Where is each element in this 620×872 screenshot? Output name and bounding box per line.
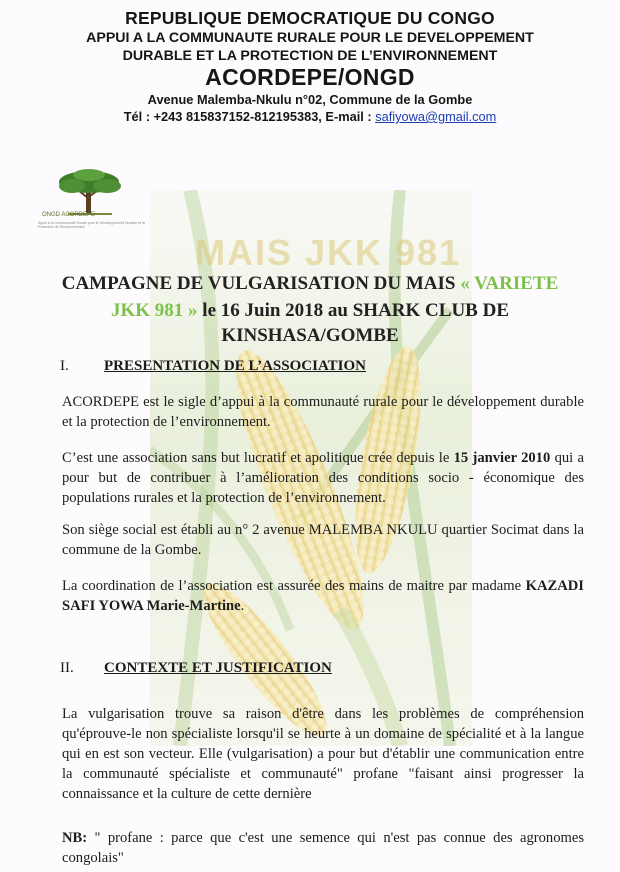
section1-paragraph3: Son siège social est établi au n° 2 avenue MALEMBA NKULU quartier Socimat dans la commune de la Gombe.: [62, 522, 584, 558]
header-contact: [0, 109, 620, 124]
coordinator-name: KAZADI SAFI YOWA Marie-Martine: [62, 578, 584, 614]
header-mission-line1: APPUI A LA COMMUNAUTE RURALE POUR LE DEVELOPPEMENT: [86, 30, 534, 46]
campaign-title-line2: [40, 300, 580, 322]
section1-number: I.: [60, 358, 69, 374]
email-link[interactable]: safiyowa@gmail.com: [375, 109, 497, 124]
note-text: " profane : parce que c'est une semence qui n'est pas connue des agronomes congolais": [62, 830, 584, 866]
section1-p2-text: C’est une association sans but lucratif et apolitique crée depuis le: [62, 450, 454, 466]
campaign-title-line3: KINSHASA/GOMBE: [221, 325, 399, 346]
campaign-title-date: le 16 Juin 2018 au SHARK CLUB DE: [197, 300, 509, 321]
campaign-variety-open: « VARIETE: [460, 273, 559, 294]
section1-p2-rest: qui a pour but de contribuer à l’amélioration des conditions socio - économique des populations rurales et la protection de l’environnement.: [62, 450, 584, 506]
section2-number: II.: [60, 660, 74, 676]
section1-paragraph2: [62, 448, 584, 508]
section1-p4-end: .: [240, 598, 245, 614]
section1-paragraph1: ACORDEPE est le sigle d’appui à la communauté rurale pour le développement durable et la protection de l’environnement.: [62, 394, 584, 430]
note-label: NB:: [62, 830, 88, 846]
logo-subtext: Appui à la Communauté Rurale pour le Développement Durable et la Protection de l'Environnement: [38, 221, 145, 229]
logo-caption: ONGD ACORDEPE: [42, 212, 96, 218]
section2-paragraph1: La vulgarisation trouve sa raison d'être dans les problèmes de compréhension qu'éprouve-le non spécialiste lorsqu'il se heurte à un domaine de spécialité et à la langue qui en est son vecteur. Elle (vulgarisation) a pour but d'établir une communication entre la communauté spécialiste et communauté" profane "faisant ainsi progresser la connaissance et la culture de cette dernière: [62, 706, 584, 802]
section1-p4-text: La coordination de l’association est assurée des mains de maitre par madame: [62, 578, 526, 594]
section2-note: [62, 828, 584, 868]
header-mission-line2: DURABLE ET LA PROTECTION DE L’ENVIRONNEMENT: [122, 48, 498, 64]
section1-heading: PRESENTATION DE L’ASSOCIATION: [104, 358, 367, 374]
section2-heading: CONTEXTE ET JUSTIFICATION: [104, 660, 332, 676]
founding-date: 15 janvier 2010: [453, 450, 551, 466]
campaign-title-line1: [40, 273, 580, 295]
section1-paragraph4: [62, 576, 584, 616]
header-contact-text: Tél : +243 815837152-812195383, E-mail :: [123, 109, 376, 124]
header-country: REPUBLIQUE DEMOCRATIQUE DU CONGO: [125, 8, 495, 28]
header-organization: ACORDEPE/ONGD: [205, 64, 415, 90]
poster-title: MAIS JKK 981: [195, 232, 462, 273]
campaign-title-part: CAMPAGNE DE VULGARISATION DU MAIS: [61, 273, 461, 294]
header-address: Avenue Malemba-Nkulu n°02, Commune de la Gombe: [147, 92, 473, 107]
campaign-variety-name: JKK 981 »: [110, 300, 198, 321]
